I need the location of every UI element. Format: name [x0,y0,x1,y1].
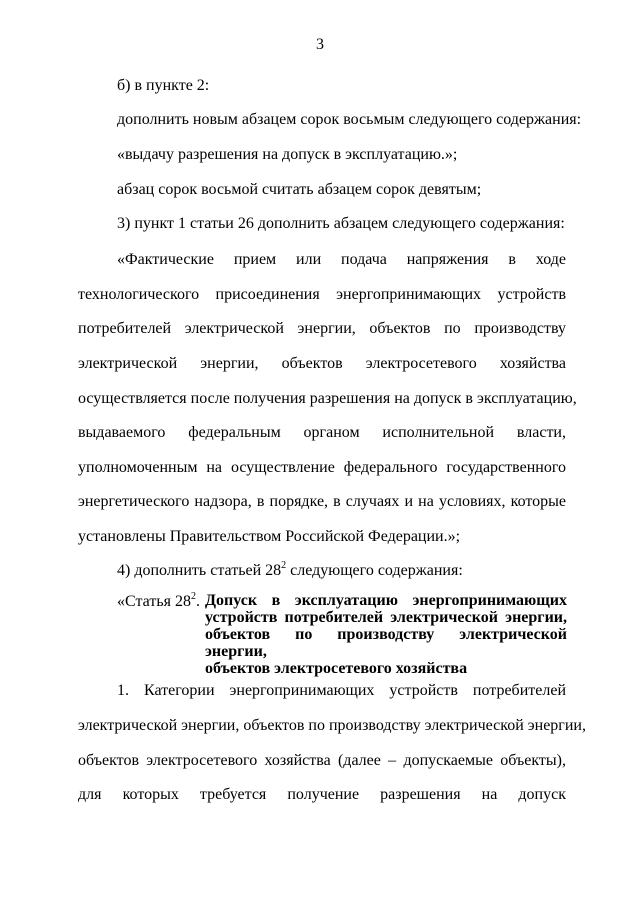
quote-line: выдаваемого федеральным органом исполнительной власти, [78,424,566,441]
article-title-line: Допуск в эксплуатацию энергопринимающих [205,592,567,609]
quote-line: потребителей электрической энергии, объектов по производству [78,320,566,337]
quote-line: электрической энергии, объектов электросетевого хозяйства [78,355,566,372]
item-4-superscript: 2 [281,559,287,571]
article-title [205,592,567,677]
quote-line: осуществляется после получения разрешения на допуск в эксплуатацию, [78,390,577,407]
body-line: 1. Категории энергопринимающих устройств потребителей [117,682,566,699]
quote-line: технологического присоединения энергопринимающих устройств [78,286,566,303]
article-dot: . [195,593,200,610]
paragraph-renumber: абзац сорок восьмой считать абзацем сорок девятым; [117,181,482,198]
body-line: для которых требуется получение разрешения на допуск [78,786,566,803]
body-line: объектов электросетевого хозяйства (далее – допускаемые объекты), [78,752,566,769]
paragraph-quote-permit: «выдачу разрешения на допуск в эксплуатацию.»; [117,146,458,163]
quote-line: уполномоченным на осуществление федерального государственного [78,459,566,476]
paragraph-item-3: 3) пункт 1 статьи 26 дополнить абзацем следующего содержания: [117,215,565,232]
article-number [117,592,200,612]
page-number: 3 [316,36,324,53]
paragraph-add-48: дополнить новым абзацем сорок восьмым следующего содержания: [117,111,582,128]
article-label: «Статья 28 [117,593,191,610]
item-4-text-end: следующего содержания: [286,562,463,579]
quote-line: установлены Правительством Российской Федерации.»; [78,528,461,545]
article-title-line: объектов электросетевого хозяйства [205,660,468,677]
body-line: электрической энергии, объектов по производству электрической энергии, [78,717,586,734]
paragraph-item-4 [117,561,463,581]
quote-line: энергетического надзора, в порядке, в случаях и на условиях, которые [78,493,566,510]
paragraph-b-point-2: б) в пункте 2: [117,77,210,94]
quote-line: «Фактические прием или подача напряжения в ходе [117,251,566,268]
item-4-text: 4) дополнить статьей 28 [117,562,282,579]
article-title-line: объектов по производству электрической энергии, [205,626,567,660]
article-title-line: устройств потребителей электрической энергии, [205,609,567,626]
article-superscript: 2 [190,590,196,602]
